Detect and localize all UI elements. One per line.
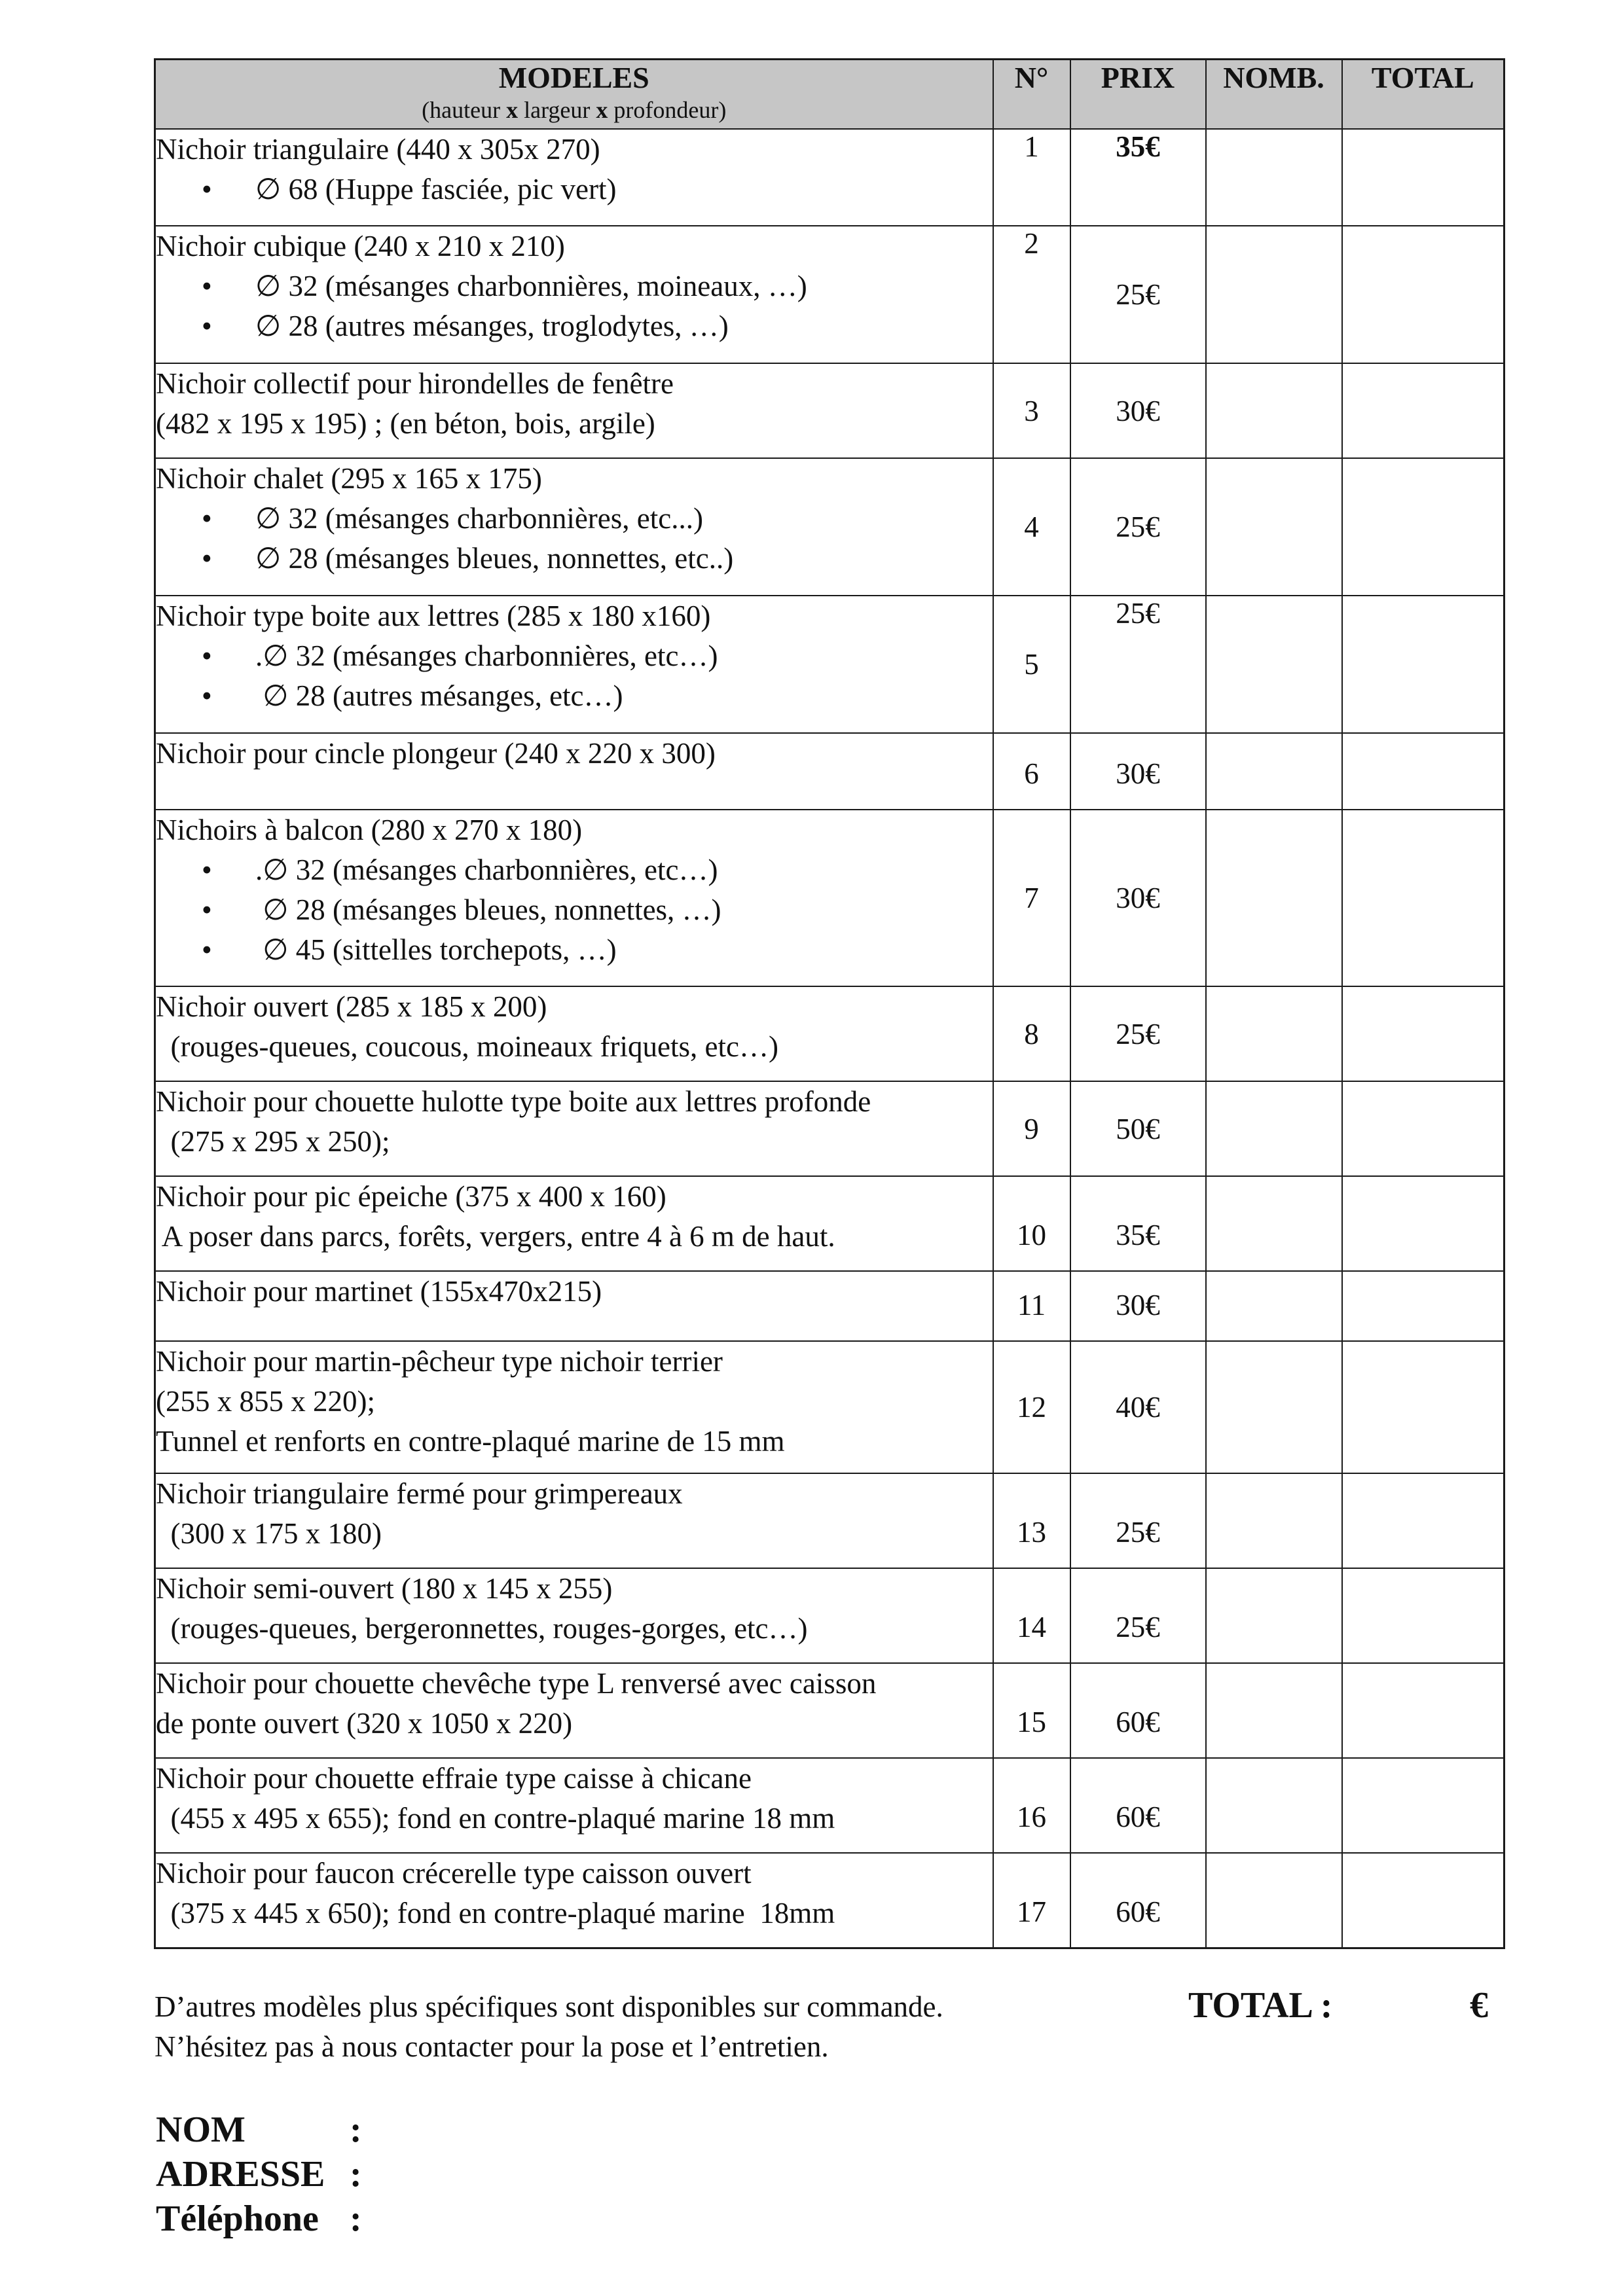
quantity-input-cell[interactable] bbox=[1206, 596, 1342, 733]
table-row bbox=[155, 1081, 1504, 1176]
contact-colon: : bbox=[350, 2109, 362, 2150]
model-number: 4 bbox=[993, 458, 1070, 596]
table-row bbox=[155, 1663, 1504, 1758]
model-variant-text: ∅ 28 (mésanges bleues, nonnettes, etc..) bbox=[255, 542, 734, 575]
bullet-icon: • bbox=[202, 639, 212, 672]
order-table bbox=[154, 58, 1505, 1949]
model-description-line: Nichoir cubique (240 x 210 x 210) bbox=[156, 230, 565, 262]
model-description-line: Nichoir pour martinet (155x470x215) bbox=[156, 1275, 602, 1308]
model-price: 35€ bbox=[1070, 1176, 1206, 1271]
contact-colon: : bbox=[350, 2198, 362, 2239]
model-price: 50€ bbox=[1070, 1081, 1206, 1176]
table-row bbox=[155, 1473, 1504, 1568]
quantity-input-cell[interactable] bbox=[1206, 1176, 1342, 1271]
model-number: 10 bbox=[993, 1176, 1070, 1271]
table-row bbox=[155, 129, 1504, 226]
model-description-line: Tunnel et renforts en contre-plaqué marine de 15 mm bbox=[156, 1425, 785, 1458]
model-variant-text: ∅ 68 (Huppe fasciée, pic vert) bbox=[255, 173, 617, 206]
model-number: 16 bbox=[993, 1758, 1070, 1853]
table-row bbox=[155, 810, 1504, 986]
model-number: 13 bbox=[993, 1473, 1070, 1568]
model-cell bbox=[155, 596, 993, 733]
model-cell bbox=[155, 733, 993, 810]
model-description-line: (275 x 295 x 250); bbox=[156, 1125, 390, 1158]
table-row bbox=[155, 1341, 1504, 1473]
line-total-cell[interactable] bbox=[1342, 1853, 1504, 1948]
quantity-input-cell[interactable] bbox=[1206, 129, 1342, 226]
contact-row-name[interactable] bbox=[156, 2108, 362, 2152]
model-variant-text: .∅ 32 (mésanges charbonnières, etc…) bbox=[255, 853, 718, 886]
model-cell bbox=[155, 1341, 993, 1473]
quantity-input-cell[interactable] bbox=[1206, 226, 1342, 363]
model-price: 35€ bbox=[1070, 129, 1206, 226]
model-description-line: (255 x 855 x 220); bbox=[156, 1385, 375, 1418]
model-description-line: Nichoir type boite aux lettres (285 x 180 x160) bbox=[156, 600, 711, 632]
grand-total-currency: € bbox=[1470, 1985, 1488, 2026]
model-price: 30€ bbox=[1070, 1271, 1206, 1341]
model-cell bbox=[155, 1176, 993, 1271]
table-row bbox=[155, 1568, 1504, 1663]
line-total-cell[interactable] bbox=[1342, 1663, 1504, 1758]
model-price: 25€ bbox=[1070, 458, 1206, 596]
model-description-line: (rouges-queues, coucous, moineaux friquets, etc…) bbox=[156, 1030, 778, 1063]
quantity-input-cell[interactable] bbox=[1206, 1341, 1342, 1473]
model-cell bbox=[155, 1758, 993, 1853]
quantity-input-cell[interactable] bbox=[1206, 1663, 1342, 1758]
model-price: 30€ bbox=[1070, 733, 1206, 810]
table-row bbox=[155, 986, 1504, 1081]
column-header-price: PRIX bbox=[1070, 60, 1206, 130]
model-cell bbox=[155, 1473, 993, 1568]
model-description-line: Nichoir collectif pour hirondelles de fenêtre bbox=[156, 367, 674, 400]
line-total-cell[interactable] bbox=[1342, 226, 1504, 363]
line-total-cell[interactable] bbox=[1342, 1081, 1504, 1176]
model-description-line: Nichoir triangulaire fermé pour grimpereaux bbox=[156, 1477, 683, 1510]
bullet-icon: • bbox=[202, 542, 212, 575]
model-description-line: Nichoirs à balcon (280 x 270 x 180) bbox=[156, 814, 583, 846]
contact-row-address[interactable] bbox=[156, 2152, 362, 2197]
bullet-icon: • bbox=[202, 502, 212, 535]
model-cell bbox=[155, 1663, 993, 1758]
model-cell bbox=[155, 810, 993, 986]
model-variant-item bbox=[156, 930, 993, 970]
model-variant-text: ∅ 28 (autres mésanges, troglodytes, …) bbox=[255, 310, 729, 342]
model-cell bbox=[155, 363, 993, 458]
model-price: 60€ bbox=[1070, 1663, 1206, 1758]
table-row bbox=[155, 1758, 1504, 1853]
model-description-line: Nichoir pour martin-pêcheur type nichoir terrier bbox=[156, 1345, 723, 1378]
model-variant-item bbox=[156, 539, 993, 579]
column-header-quantity: NOMB. bbox=[1206, 60, 1342, 130]
model-cell bbox=[155, 129, 993, 226]
model-number: 5 bbox=[993, 596, 1070, 733]
model-cell bbox=[155, 1853, 993, 1948]
model-description-line: A poser dans parcs, forêts, vergers, entre 4 à 6 m de haut. bbox=[156, 1220, 835, 1253]
model-description-line: Nichoir triangulaire (440 x 305x 270) bbox=[156, 133, 600, 166]
model-cell bbox=[155, 1081, 993, 1176]
quantity-input-cell[interactable] bbox=[1206, 1568, 1342, 1663]
model-price: 25€ bbox=[1070, 986, 1206, 1081]
model-variant-item bbox=[156, 499, 993, 539]
table-row bbox=[155, 458, 1504, 596]
contact-address-label: ADRESSE bbox=[156, 2154, 325, 2195]
model-description-line: Nichoir pour chouette hulotte type boite aux lettres profonde bbox=[156, 1085, 871, 1118]
line-total-cell[interactable] bbox=[1342, 733, 1504, 810]
column-header-total: TOTAL bbox=[1342, 60, 1504, 130]
quantity-input-cell[interactable] bbox=[1206, 1081, 1342, 1176]
bullet-icon: • bbox=[202, 270, 212, 302]
model-variant-item bbox=[156, 170, 993, 209]
bullet-icon: • bbox=[202, 853, 212, 886]
model-variant-item bbox=[156, 890, 993, 930]
line-total-cell[interactable] bbox=[1342, 1176, 1504, 1271]
model-price: 30€ bbox=[1070, 363, 1206, 458]
model-cell bbox=[155, 458, 993, 596]
column-header-number: N° bbox=[993, 60, 1070, 130]
models-subtitle: (hauteur x largeur x profondeur) bbox=[422, 97, 727, 123]
model-number: 17 bbox=[993, 1853, 1070, 1948]
bullet-icon: • bbox=[202, 893, 212, 926]
line-total-cell[interactable] bbox=[1342, 1271, 1504, 1341]
model-price: 25€ bbox=[1070, 1473, 1206, 1568]
model-number: 3 bbox=[993, 363, 1070, 458]
contact-phone-label: Téléphone bbox=[156, 2198, 319, 2239]
model-variant-item bbox=[156, 850, 993, 890]
model-description-line: Nichoir pour cincle plongeur (240 x 220 x 300) bbox=[156, 737, 716, 770]
quantity-input-cell[interactable] bbox=[1206, 363, 1342, 458]
line-total-cell[interactable] bbox=[1342, 810, 1504, 986]
model-price: 40€ bbox=[1070, 1341, 1206, 1473]
model-variant-text: .∅ 32 (mésanges charbonnières, etc…) bbox=[255, 639, 718, 672]
model-price: 25€ bbox=[1070, 1568, 1206, 1663]
model-number: 12 bbox=[993, 1341, 1070, 1473]
grand-total bbox=[1188, 1984, 1488, 2026]
model-description-line: (375 x 445 x 650); fond en contre-plaqué marine 18mm bbox=[156, 1897, 835, 1929]
model-description-line: Nichoir chalet (295 x 165 x 175) bbox=[156, 462, 542, 495]
quantity-input-cell[interactable] bbox=[1206, 986, 1342, 1081]
line-total-cell[interactable] bbox=[1342, 458, 1504, 596]
table-row bbox=[155, 363, 1504, 458]
model-description-line: de ponte ouvert (320 x 1050 x 220) bbox=[156, 1707, 573, 1740]
quantity-input-cell[interactable] bbox=[1206, 1271, 1342, 1341]
model-number: 6 bbox=[993, 733, 1070, 810]
line-total-cell[interactable] bbox=[1342, 986, 1504, 1081]
contact-row-phone[interactable] bbox=[156, 2197, 362, 2241]
model-variant-text: ∅ 28 (mésanges bleues, nonnettes, …) bbox=[255, 893, 721, 926]
table-row bbox=[155, 733, 1504, 810]
model-description-line: Nichoir pour chouette effraie type caisse à chicane bbox=[156, 1762, 752, 1795]
model-description-line: Nichoir ouvert (285 x 185 x 200) bbox=[156, 990, 547, 1023]
model-number: 1 bbox=[993, 129, 1070, 226]
contact-colon: : bbox=[350, 2154, 362, 2195]
footer-note-line: N’hésitez pas à nous contacter pour la pose et l’entretien. bbox=[155, 2030, 829, 2063]
line-total-cell[interactable] bbox=[1342, 129, 1504, 226]
footer-note bbox=[155, 1987, 943, 2067]
model-number: 7 bbox=[993, 810, 1070, 986]
quantity-input-cell[interactable] bbox=[1206, 1758, 1342, 1853]
line-total-cell[interactable] bbox=[1342, 1758, 1504, 1853]
model-cell bbox=[155, 1271, 993, 1341]
model-variant-item bbox=[156, 636, 993, 676]
model-variant-text: ∅ 32 (mésanges charbonnières, moineaux, …) bbox=[255, 270, 807, 302]
model-number: 9 bbox=[993, 1081, 1070, 1176]
table-row bbox=[155, 226, 1504, 363]
model-price: 60€ bbox=[1070, 1758, 1206, 1853]
column-header-models bbox=[155, 60, 993, 130]
quantity-input-cell[interactable] bbox=[1206, 733, 1342, 810]
quantity-input-cell[interactable] bbox=[1206, 1853, 1342, 1948]
model-price: 60€ bbox=[1070, 1853, 1206, 1948]
line-total-cell[interactable] bbox=[1342, 596, 1504, 733]
model-description-line: (455 x 495 x 655); fond en contre-plaqué marine 18 mm bbox=[156, 1802, 835, 1835]
model-number: 15 bbox=[993, 1663, 1070, 1758]
model-variant-item bbox=[156, 266, 993, 306]
line-total-cell[interactable] bbox=[1342, 1341, 1504, 1473]
table-row bbox=[155, 1853, 1504, 1948]
contact-fields bbox=[156, 2108, 362, 2241]
model-variant-item bbox=[156, 306, 993, 346]
line-total-cell[interactable] bbox=[1342, 1568, 1504, 1663]
model-cell bbox=[155, 1568, 993, 1663]
model-number: 2 bbox=[993, 226, 1070, 363]
bullet-icon: • bbox=[202, 310, 212, 342]
model-description-line: Nichoir semi-ouvert (180 x 145 x 255) bbox=[156, 1572, 613, 1605]
table-header-row bbox=[155, 60, 1504, 130]
model-description-line: Nichoir pour pic épeiche (375 x 400 x 160) bbox=[156, 1180, 666, 1213]
model-variant-text: ∅ 32 (mésanges charbonnières, etc...) bbox=[255, 502, 703, 535]
model-cell bbox=[155, 226, 993, 363]
model-description-line: (482 x 195 x 195) ; (en béton, bois, argile) bbox=[156, 407, 655, 440]
model-price: 25€ bbox=[1070, 226, 1206, 363]
footer-note-line: D’autres modèles plus spécifiques sont disponibles sur commande. bbox=[155, 1990, 943, 2023]
model-variant-text: ∅ 45 (sittelles torchepots, …) bbox=[255, 933, 617, 966]
quantity-input-cell[interactable] bbox=[1206, 458, 1342, 596]
model-variant-text: ∅ 28 (autres mésanges, etc…) bbox=[255, 679, 623, 712]
model-description-line: (rouges-queues, bergeronnettes, rouges-gorges, etc…) bbox=[156, 1612, 808, 1645]
table-body bbox=[155, 129, 1504, 1948]
table-row bbox=[155, 596, 1504, 733]
table-row bbox=[155, 1176, 1504, 1271]
model-description-line: Nichoir pour chouette chevêche type L renversé avec caisson bbox=[156, 1667, 877, 1700]
model-description-line: Nichoir pour faucon crécerelle type caisson ouvert bbox=[156, 1857, 752, 1890]
grand-total-label: TOTAL : bbox=[1188, 1985, 1333, 2026]
model-variant-item bbox=[156, 676, 993, 716]
quantity-input-cell[interactable] bbox=[1206, 1473, 1342, 1568]
model-number: 14 bbox=[993, 1568, 1070, 1663]
table-row bbox=[155, 1271, 1504, 1341]
bullet-icon: • bbox=[202, 679, 212, 712]
model-price: 25€ bbox=[1070, 596, 1206, 733]
bullet-icon: • bbox=[202, 933, 212, 966]
model-price: 30€ bbox=[1070, 810, 1206, 986]
model-cell bbox=[155, 986, 993, 1081]
model-description-line: (300 x 175 x 180) bbox=[156, 1517, 382, 1550]
line-total-cell[interactable] bbox=[1342, 1473, 1504, 1568]
model-number: 8 bbox=[993, 986, 1070, 1081]
bullet-icon: • bbox=[202, 173, 212, 206]
quantity-input-cell[interactable] bbox=[1206, 810, 1342, 986]
line-total-cell[interactable] bbox=[1342, 363, 1504, 458]
model-number: 11 bbox=[993, 1271, 1070, 1341]
contact-name-label: NOM bbox=[156, 2109, 246, 2150]
models-title: MODELES bbox=[498, 61, 649, 94]
